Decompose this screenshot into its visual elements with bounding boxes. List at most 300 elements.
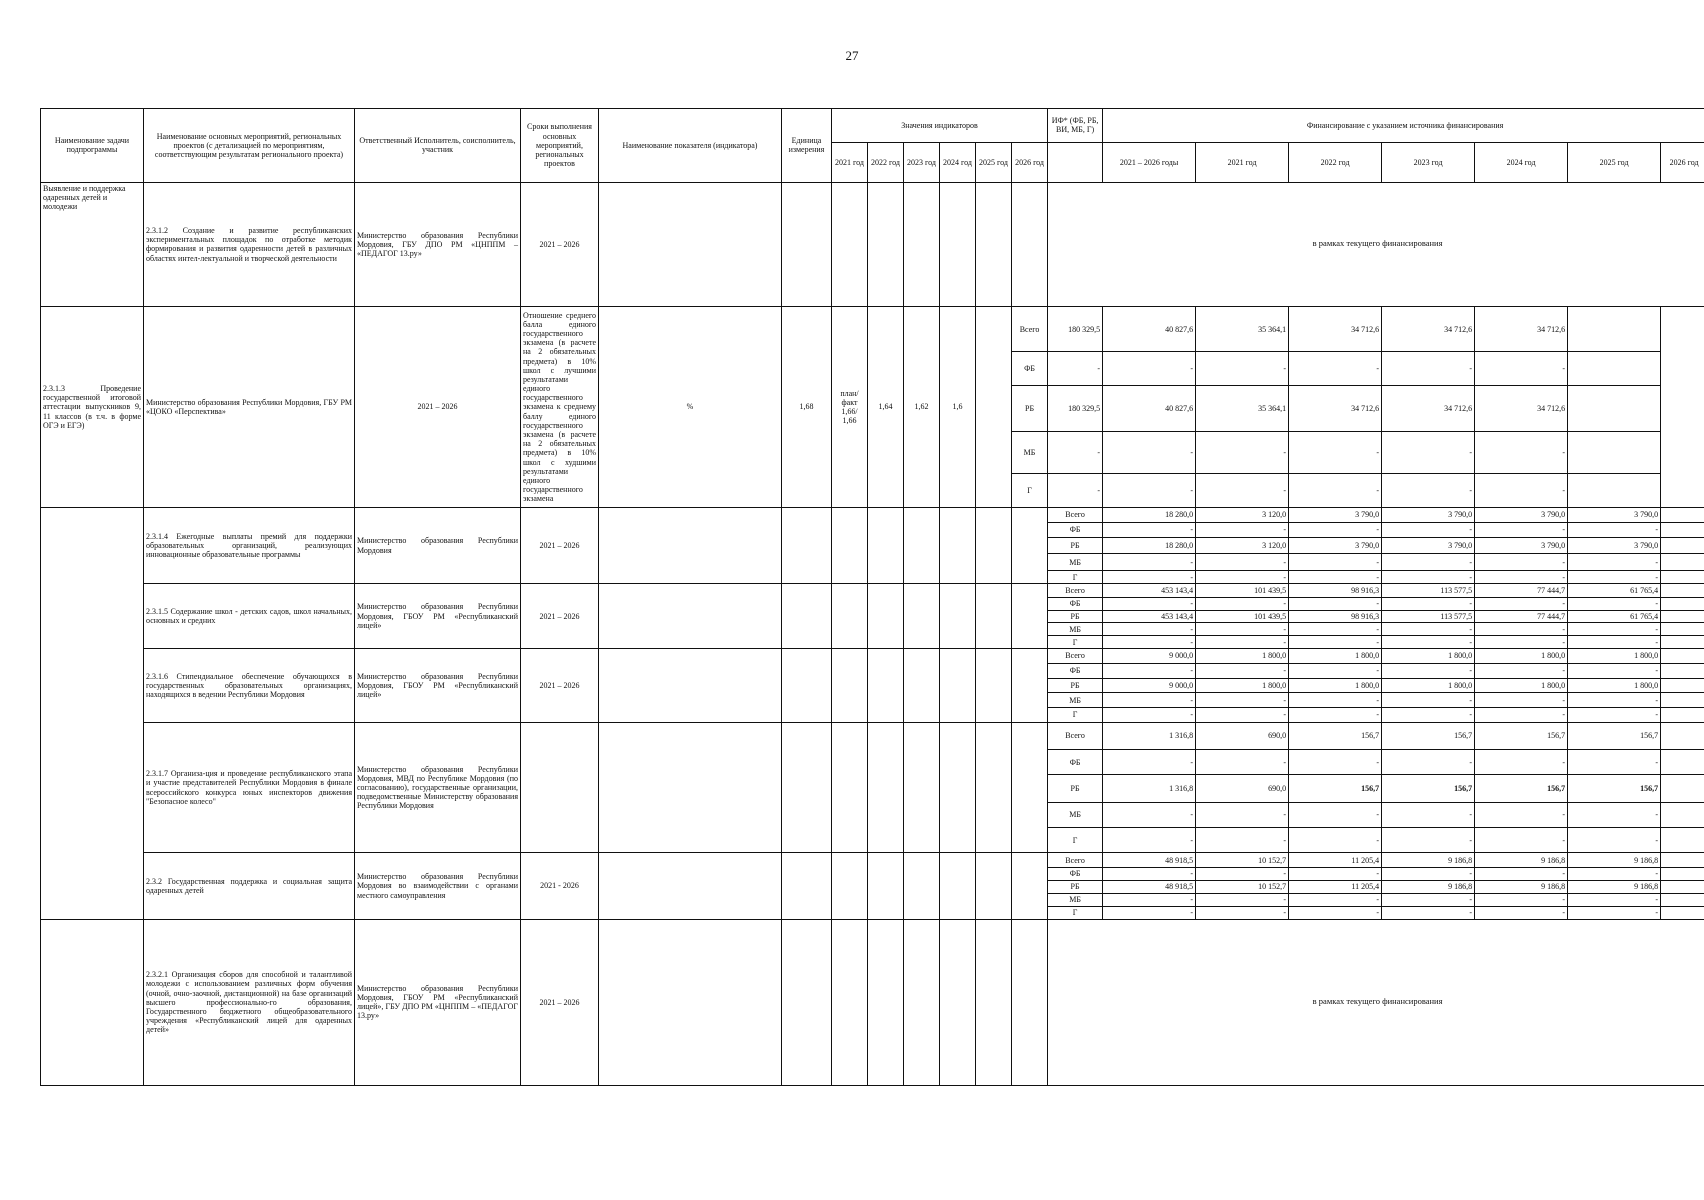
fin-value: - — [1382, 802, 1475, 827]
fin-value — [1661, 853, 1704, 868]
fin-value: - — [1103, 432, 1196, 474]
measure-cell: 2.3.1.3 Проведение государственной итоговой аттестации выпускников 9, 11 классов (в т.ч. в форме ОГЭ и ЕГЭ) — [41, 306, 144, 507]
fin-value: - — [1568, 623, 1661, 636]
fin-value: - — [1196, 522, 1289, 537]
header-fin-year: 2021 год — [1196, 142, 1289, 182]
fin-value: - — [1568, 906, 1661, 919]
fin-value: - — [1289, 868, 1382, 881]
term-cell: 2021 - 2026 — [521, 853, 599, 919]
fin-value — [1661, 708, 1704, 723]
fin-value: - — [1196, 623, 1289, 636]
indicator-empty — [976, 584, 1012, 649]
fin-value: - — [1568, 693, 1661, 708]
indicator-empty — [599, 584, 782, 649]
fin-value: - — [1382, 693, 1475, 708]
fin-value: - — [1103, 571, 1196, 584]
value-2023: 1,64 — [868, 306, 904, 507]
fin-value — [1661, 722, 1704, 749]
header-fin-year: 2021 – 2026 годы — [1103, 142, 1196, 182]
fin-value: 3 790,0 — [1382, 537, 1475, 554]
fin-value: 180 329,5 — [1048, 306, 1103, 351]
indicator-empty — [868, 584, 904, 649]
indicator-cell: Отношение среднего балла единого государственного экзамена (в расчете на 2 обязательных предмета) в 10% школ с лучшими результатами единого государственного экзамена к среднему баллу единого государственного экзамена (в расчете на 2 обязательных предмета) в 10% школ с худшими результатами единого государственного экзамена — [521, 306, 599, 507]
term-cell: 2021 – 2026 — [521, 649, 599, 723]
term-cell — [521, 722, 599, 853]
fin-value — [1568, 306, 1661, 351]
fin-value — [1568, 474, 1661, 508]
fin-value — [1661, 554, 1704, 571]
executor-cell: Министерство образования Республики Мордовия, ГБОУ РМ «Республиканский лицей» — [355, 649, 521, 723]
fin-value — [1661, 522, 1704, 537]
indicator-empty — [832, 584, 868, 649]
fin-source: Г — [1048, 636, 1103, 649]
indicator-empty — [599, 649, 782, 723]
fin-value: - — [1382, 474, 1475, 508]
fin-value: - — [1289, 597, 1382, 610]
fin-value: - — [1568, 522, 1661, 537]
fin-value: 77 444,7 — [1475, 584, 1568, 598]
fin-value: - — [1196, 708, 1289, 723]
fin-value — [1661, 636, 1704, 649]
term-cell: 2021 – 2026 — [521, 508, 599, 584]
indicator-empty — [1012, 722, 1048, 853]
fin-value: 9 186,8 — [1475, 880, 1568, 893]
fin-value: 11 205,4 — [1289, 880, 1382, 893]
fin-value: - — [1475, 663, 1568, 678]
fin-value: 9 000,0 — [1103, 649, 1196, 664]
fin-value: - — [1196, 906, 1289, 919]
fin-value: - — [1568, 750, 1661, 775]
fin-value — [1661, 828, 1704, 853]
fin-source: РБ — [1048, 537, 1103, 554]
fin-source: МБ — [1048, 802, 1103, 827]
fin-value: 77 444,7 — [1475, 610, 1568, 623]
fin-value: - — [1475, 708, 1568, 723]
fin-value: - — [1568, 893, 1661, 906]
fin-value: 156,7 — [1475, 722, 1568, 749]
fin-source: МБ — [1048, 554, 1103, 571]
fin-value: - — [1103, 828, 1196, 853]
indicator-empty — [832, 722, 868, 853]
fin-value — [1568, 352, 1661, 386]
fin-source: МБ — [1012, 432, 1048, 474]
fin-value: 113 577,5 — [1382, 610, 1475, 623]
unit-cell: % — [599, 306, 782, 507]
fin-value: - — [1475, 693, 1568, 708]
fin-value: - — [1475, 623, 1568, 636]
fin-value: 34 712,6 — [1382, 306, 1475, 351]
fin-source: Г — [1048, 708, 1103, 723]
fin-value — [1661, 802, 1704, 827]
fin-value: - — [1475, 828, 1568, 853]
fin-value — [1661, 508, 1704, 523]
fin-value: - — [1048, 474, 1103, 508]
measure-cell: 2.3.1.2 Создание и развитие республиканских экспериментальных площадок по отработке методик формирования и развития одаренности детей в различных областях интел-лектуальной и творческой деятельности — [144, 182, 355, 306]
header-if: ИФ* (ФБ, РБ, ВИ, МБ, Г) — [1048, 109, 1103, 143]
fin-value: - — [1475, 432, 1568, 474]
fin-value: - — [1382, 432, 1475, 474]
fin-value: 156,7 — [1289, 722, 1382, 749]
fin-value: - — [1289, 623, 1382, 636]
fin-value — [1568, 432, 1661, 474]
fin-value: 1 316,8 — [1103, 775, 1196, 802]
executor-cell: Министерство образования Республики Мордовия, ГБУ РМ «ЦОКО «Перспектива» — [144, 306, 355, 507]
fin-value: 101 439,5 — [1196, 584, 1289, 598]
fin-value: 156,7 — [1475, 775, 1568, 802]
fin-value: - — [1382, 636, 1475, 649]
fin-value: 34 712,6 — [1382, 385, 1475, 431]
indicator-empty — [832, 508, 868, 584]
fin-value: - — [1289, 893, 1382, 906]
fin-value: 34 712,6 — [1475, 306, 1568, 351]
measure-cell: 2.3.1.5 Содержание школ - детских садов, школ начальных, основных и средних — [144, 584, 355, 649]
fin-value: - — [1289, 828, 1382, 853]
fin-value: 9 186,8 — [1568, 853, 1661, 868]
fin-value: - — [1196, 432, 1289, 474]
fin-source: ФБ — [1048, 522, 1103, 537]
fin-value: - — [1103, 474, 1196, 508]
fin-source: Всего — [1048, 722, 1103, 749]
fin-value: - — [1048, 432, 1103, 474]
fin-value: - — [1196, 636, 1289, 649]
indicator-empty — [599, 853, 782, 919]
fin-source: МБ — [1048, 623, 1103, 636]
fin-value: - — [1475, 893, 1568, 906]
fin-value — [1661, 571, 1704, 584]
fin-value: - — [1568, 802, 1661, 827]
fin-value: - — [1475, 802, 1568, 827]
fin-value: - — [1196, 554, 1289, 571]
fin-value: - — [1196, 352, 1289, 386]
fin-value: - — [1196, 750, 1289, 775]
executor-cell: Министерство образования Республики Мордовия — [355, 508, 521, 584]
fin-value: - — [1382, 352, 1475, 386]
fin-value: 48 918,5 — [1103, 853, 1196, 868]
fin-value — [1661, 623, 1704, 636]
generated-rows — [41, 508, 1704, 919]
fin-value: - — [1196, 893, 1289, 906]
fin-source: ФБ — [1048, 663, 1103, 678]
fin-value: - — [1382, 663, 1475, 678]
fin-value: - — [1048, 352, 1103, 386]
fin-value: 156,7 — [1382, 775, 1475, 802]
fin-value: 3 120,0 — [1196, 537, 1289, 554]
indicator-empty — [940, 584, 976, 649]
fin-value: - — [1289, 554, 1382, 571]
fin-value: 35 364,1 — [1196, 385, 1289, 431]
measure-cell: 2.3.2 Государственная поддержка и социальная защита одаренных детей — [144, 853, 355, 919]
fin-value: 48 918,5 — [1103, 880, 1196, 893]
fin-value: 61 765,4 — [1568, 610, 1661, 623]
fin-source: РБ — [1048, 610, 1103, 623]
fin-source: МБ — [1048, 693, 1103, 708]
fin-value: - — [1568, 663, 1661, 678]
indicator-empty — [832, 853, 868, 919]
fin-value: 156,7 — [1568, 722, 1661, 749]
fin-value: 1 800,0 — [1382, 678, 1475, 693]
header-fin-year: 2026 год — [1661, 142, 1704, 182]
fin-source: Г — [1048, 571, 1103, 584]
fin-value: - — [1382, 554, 1475, 571]
fin-source: Всего — [1012, 306, 1048, 351]
fin-value — [1661, 750, 1704, 775]
fin-value: - — [1382, 893, 1475, 906]
fin-value — [1661, 693, 1704, 708]
fin-value — [1661, 597, 1704, 610]
fin-value: - — [1103, 750, 1196, 775]
indicator-empty — [782, 722, 832, 853]
indicator-empty — [782, 853, 832, 919]
fin-value: - — [1382, 623, 1475, 636]
indicator-empty — [832, 649, 868, 723]
measure-cell: 2.3.1.4 Ежегодные выплаты премий для поддержки образовательных организаций, реализующих инновационные образовательные программы — [144, 508, 355, 584]
fin-value: - — [1289, 522, 1382, 537]
fin-value — [1661, 584, 1704, 598]
fin-value: 3 790,0 — [1475, 508, 1568, 523]
fin-value: 18 280,0 — [1103, 537, 1196, 554]
fin-value: 3 790,0 — [1568, 508, 1661, 523]
indicator-empty — [940, 508, 976, 584]
indicator-empty — [904, 853, 940, 919]
header-year: 2026 год — [1012, 142, 1048, 182]
fin-source: ФБ — [1012, 352, 1048, 386]
fin-value: - — [1382, 571, 1475, 584]
fin-value: - — [1475, 474, 1568, 508]
fin-value: - — [1382, 906, 1475, 919]
fin-value: - — [1103, 636, 1196, 649]
executor-cell: Министерство образования Республики Мордовия, МВД по Республике Мордовия (по согласованию), государственные организации, подведомственные Министерству образования Республики Мордовия — [355, 722, 521, 853]
indicator-empty — [868, 508, 904, 584]
indicator-empty — [976, 722, 1012, 853]
fin-value: 9 186,8 — [1475, 853, 1568, 868]
fin-value: 3 790,0 — [1289, 537, 1382, 554]
fin-value: - — [1568, 636, 1661, 649]
header-fin-year: 2024 год — [1475, 142, 1568, 182]
fin-value: - — [1103, 868, 1196, 881]
fin-value: - — [1475, 571, 1568, 584]
page-number: 27 — [845, 48, 859, 63]
indicator-empty — [782, 584, 832, 649]
fin-value: 35 364,1 — [1196, 306, 1289, 351]
fin-value: 3 790,0 — [1382, 508, 1475, 523]
fin-value: - — [1103, 554, 1196, 571]
fin-value — [1568, 385, 1661, 431]
header-fin-year: 2023 год — [1382, 142, 1475, 182]
fin-source: ФБ — [1048, 750, 1103, 775]
fin-value: 453 143,4 — [1103, 610, 1196, 623]
fin-value: 9 186,8 — [1568, 880, 1661, 893]
fin-value: - — [1103, 623, 1196, 636]
fin-value: - — [1196, 663, 1289, 678]
fin-value: - — [1568, 868, 1661, 881]
value-2022: план/ факт 1,66/ 1,66 — [832, 306, 868, 507]
fin-value: - — [1196, 828, 1289, 853]
fin-value: 10 152,7 — [1196, 853, 1289, 868]
header-if-empty — [1048, 142, 1103, 182]
fin-source: РБ — [1048, 678, 1103, 693]
term-cell: 2021 – 2026 — [521, 182, 599, 306]
fin-value: - — [1103, 802, 1196, 827]
fin-value: - — [1475, 554, 1568, 571]
indicator-empty — [599, 508, 782, 584]
fin-value — [1661, 880, 1704, 893]
fin-value: 1 800,0 — [1568, 678, 1661, 693]
value-2025: 1,6 — [940, 306, 976, 507]
fin-value: - — [1475, 906, 1568, 919]
fin-value: 11 205,4 — [1289, 853, 1382, 868]
fin-value — [1661, 610, 1704, 623]
fin-value: - — [1289, 636, 1382, 649]
indicator-empty — [904, 722, 940, 853]
header-financing: Финансирование с указанием источника финансирования — [1103, 109, 1704, 143]
measure-cell: 2.3.1.7 Организа-ция и проведение республиканского этапа и участие представителей Республики Мордовия в финале всероссийского конкурса юных инспекторов движения "Безопасное колесо" — [144, 722, 355, 853]
header-fin-year: 2022 год — [1289, 142, 1382, 182]
fin-value: 1 800,0 — [1196, 678, 1289, 693]
fin-value — [1661, 537, 1704, 554]
fin-value: - — [1289, 432, 1382, 474]
fin-value: 1 800,0 — [1289, 678, 1382, 693]
header-year: 2024 год — [940, 142, 976, 182]
fin-value: 34 712,6 — [1289, 385, 1382, 431]
fin-value: - — [1382, 868, 1475, 881]
fin-value: 690,0 — [1196, 775, 1289, 802]
indicator-empty — [599, 722, 782, 853]
fin-value — [1661, 868, 1704, 881]
indicator-empty — [940, 853, 976, 919]
financing-note: в рамках текущего финансирования — [1048, 182, 1704, 306]
indicator-empty — [940, 649, 976, 723]
fin-value: - — [1103, 352, 1196, 386]
fin-value: 61 765,4 — [1568, 584, 1661, 598]
indicator-empty — [976, 649, 1012, 723]
fin-value: - — [1196, 571, 1289, 584]
task-cell-empty — [41, 919, 144, 1085]
fin-value: - — [1382, 597, 1475, 610]
indicator-empty — [1012, 584, 1048, 649]
value-2026 — [976, 306, 1012, 507]
executor-cell: Министерство образования Республики Мордовия во взаимодействии с органами местного самоуправления — [355, 853, 521, 919]
indicator-empty — [1012, 649, 1048, 723]
indicator-empty — [976, 853, 1012, 919]
fin-value — [1661, 775, 1704, 802]
fin-value — [1661, 678, 1704, 693]
fin-value: 1 800,0 — [1289, 649, 1382, 664]
indicator-empty — [1012, 853, 1048, 919]
fin-value: - — [1568, 828, 1661, 853]
fin-value: 180 329,5 — [1048, 385, 1103, 431]
fin-value — [1661, 906, 1704, 919]
fin-source: Г — [1012, 474, 1048, 508]
fin-source: Всего — [1048, 508, 1103, 523]
fin-value: - — [1382, 828, 1475, 853]
fin-value: - — [1289, 750, 1382, 775]
program-table — [40, 108, 1704, 1086]
fin-value: 40 827,6 — [1103, 385, 1196, 431]
fin-value: - — [1475, 868, 1568, 881]
fin-source: Г — [1048, 906, 1103, 919]
fin-value: - — [1196, 802, 1289, 827]
fin-value: - — [1196, 474, 1289, 508]
fin-value: 1 800,0 — [1475, 649, 1568, 664]
fin-source: РБ — [1048, 880, 1103, 893]
term-cell: 2021 – 2026 — [355, 306, 521, 507]
fin-value: - — [1103, 893, 1196, 906]
indicator-empty — [782, 508, 832, 584]
fin-value — [1661, 893, 1704, 906]
fin-value: - — [1103, 663, 1196, 678]
fin-value: 98 916,3 — [1289, 610, 1382, 623]
executor-cell: Министерство образования Республики Мордовия, ГБУ ДПО РМ «ЦНППМ – «ПЕДАГОГ 13.ру» — [355, 182, 521, 306]
fin-value: 690,0 — [1196, 722, 1289, 749]
fin-value: 9 186,8 — [1382, 880, 1475, 893]
indicator-empty — [868, 722, 904, 853]
header-year: 2025 год — [976, 142, 1012, 182]
fin-value: - — [1103, 693, 1196, 708]
fin-value: 3 790,0 — [1568, 537, 1661, 554]
header-unit: Единица измерения — [782, 109, 832, 183]
fin-value — [1661, 663, 1704, 678]
fin-value: - — [1568, 597, 1661, 610]
fin-value: - — [1196, 597, 1289, 610]
fin-value: 3 790,0 — [1475, 537, 1568, 554]
header-year: 2021 год — [832, 142, 868, 182]
fin-value: 453 143,4 — [1103, 584, 1196, 598]
fin-value: - — [1289, 571, 1382, 584]
fin-value: - — [1103, 906, 1196, 919]
indicator-empty — [868, 853, 904, 919]
fin-value: - — [1568, 571, 1661, 584]
fin-value: - — [1289, 693, 1382, 708]
fin-value: 40 827,6 — [1103, 306, 1196, 351]
fin-value: 156,7 — [1568, 775, 1661, 802]
fin-value: - — [1289, 663, 1382, 678]
fin-value: 1 800,0 — [1475, 678, 1568, 693]
header-fin-year: 2025 год — [1568, 142, 1661, 182]
fin-value: 9 186,8 — [1382, 853, 1475, 868]
header-executor: Ответственный Исполнитель, соисполнитель, участник — [355, 109, 521, 183]
fin-source: Всего — [1048, 649, 1103, 664]
fin-value: 9 000,0 — [1103, 678, 1196, 693]
fin-value: 3 790,0 — [1289, 508, 1382, 523]
header-measures: Наименование основных мероприятий, региональных проектов (с детализацией по мероприятиям, соответствующим результатам регионального проекта) — [144, 109, 355, 183]
financing-note: в рамках текущего финансирования — [1048, 919, 1704, 1085]
value-2021: 1,68 — [782, 306, 832, 507]
fin-value: 101 439,5 — [1196, 610, 1289, 623]
header-indicator: Наименование показателя (индикатора) — [599, 109, 782, 183]
header-task: Наименование задачи подпрограммы — [41, 109, 144, 183]
row-2-3-1-3 — [41, 306, 1704, 507]
fin-value: 156,7 — [1382, 722, 1475, 749]
fin-value: - — [1568, 708, 1661, 723]
fin-value: - — [1568, 554, 1661, 571]
fin-source: Г — [1048, 828, 1103, 853]
fin-value: 10 152,7 — [1196, 880, 1289, 893]
fin-source: РБ — [1048, 775, 1103, 802]
fin-value: 98 916,3 — [1289, 584, 1382, 598]
fin-source: Всего — [1048, 853, 1103, 868]
header-year: 2023 год — [904, 142, 940, 182]
indicator-empty — [904, 649, 940, 723]
fin-value: - — [1289, 708, 1382, 723]
value-2024: 1,62 — [904, 306, 940, 507]
fin-source: МБ — [1048, 893, 1103, 906]
term-cell: 2021 – 2026 — [521, 584, 599, 649]
fin-value: 1 800,0 — [1196, 649, 1289, 664]
fin-value: 1 316,8 — [1103, 722, 1196, 749]
executor-cell: Министерство образования Республики Мордовия, ГБОУ РМ «Республиканский лицей» — [355, 584, 521, 649]
indicator-empty — [976, 508, 1012, 584]
fin-value: 156,7 — [1289, 775, 1382, 802]
